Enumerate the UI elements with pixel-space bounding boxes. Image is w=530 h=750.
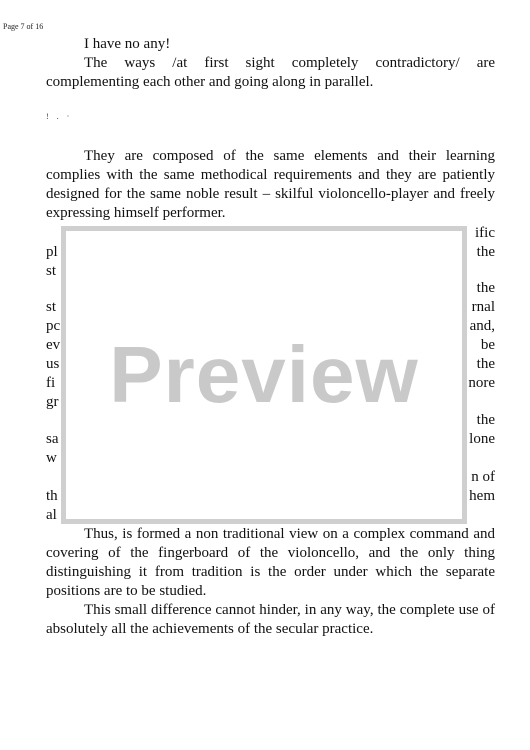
obscured-line-start: st — [46, 299, 57, 315]
obscured-line-end: nore — [468, 375, 495, 391]
obscured-line-start: pc — [46, 318, 61, 334]
obscured-line-end: the — [476, 280, 495, 296]
obscured-line-start: th — [46, 488, 58, 504]
obscured-line-end: rnal — [471, 299, 495, 315]
obscured-line-start: w — [46, 450, 57, 466]
obscured-line-end: hem — [469, 488, 495, 504]
obscured-line-start: us — [46, 356, 60, 372]
obscured-line-end: be — [480, 337, 495, 353]
obscured-line-start: fi — [46, 375, 56, 391]
obscured-line-end: the — [476, 244, 495, 260]
obscured-line-end: the — [476, 356, 495, 372]
preview-watermark: Preview — [109, 330, 419, 419]
obscured-line-end: lone — [469, 431, 495, 447]
obscured-line-start: st — [46, 263, 57, 279]
obscured-line-end: ific — [475, 225, 495, 241]
obscured-line-end: n of — [471, 469, 495, 485]
obscured-line-start: gr — [46, 394, 59, 410]
page-label: Page 7 of 16 — [3, 22, 44, 31]
preview-overlay — [61, 226, 467, 524]
obscured-line-start: pl — [46, 244, 58, 260]
paragraph-2: The ways /at first sight completely contradictory/ are complementing each other and going along in parallel. — [46, 55, 495, 90]
paragraph-3: They are composed of the same elements and their learning complies with the same methodical requirements and they are patiently designed for the same noble result – skilful violoncello-player and freely expressing himself performer. — [46, 148, 495, 221]
obscured-line-start: al — [46, 507, 57, 523]
obscured-line-start: ev — [46, 337, 61, 353]
paragraph-5: This small difference cannot hinder, in any way, the complete use of absolutely all the achievements of the secular practice. — [46, 602, 495, 637]
obscured-line-start: sa — [46, 431, 59, 447]
obscured-line-end: and, — [469, 318, 495, 334]
paragraph-1: I have no any! — [84, 36, 171, 52]
paragraph-4: Thus, is formed a non traditional view on a complex command and covering of the fingerboard of the violoncello, and the only thing distinguishing it from tradition is the order under which the separate positions are to be studied. — [46, 526, 495, 599]
figure-mark: ! . · — [46, 112, 73, 121]
obscured-line-end: the — [476, 412, 495, 428]
